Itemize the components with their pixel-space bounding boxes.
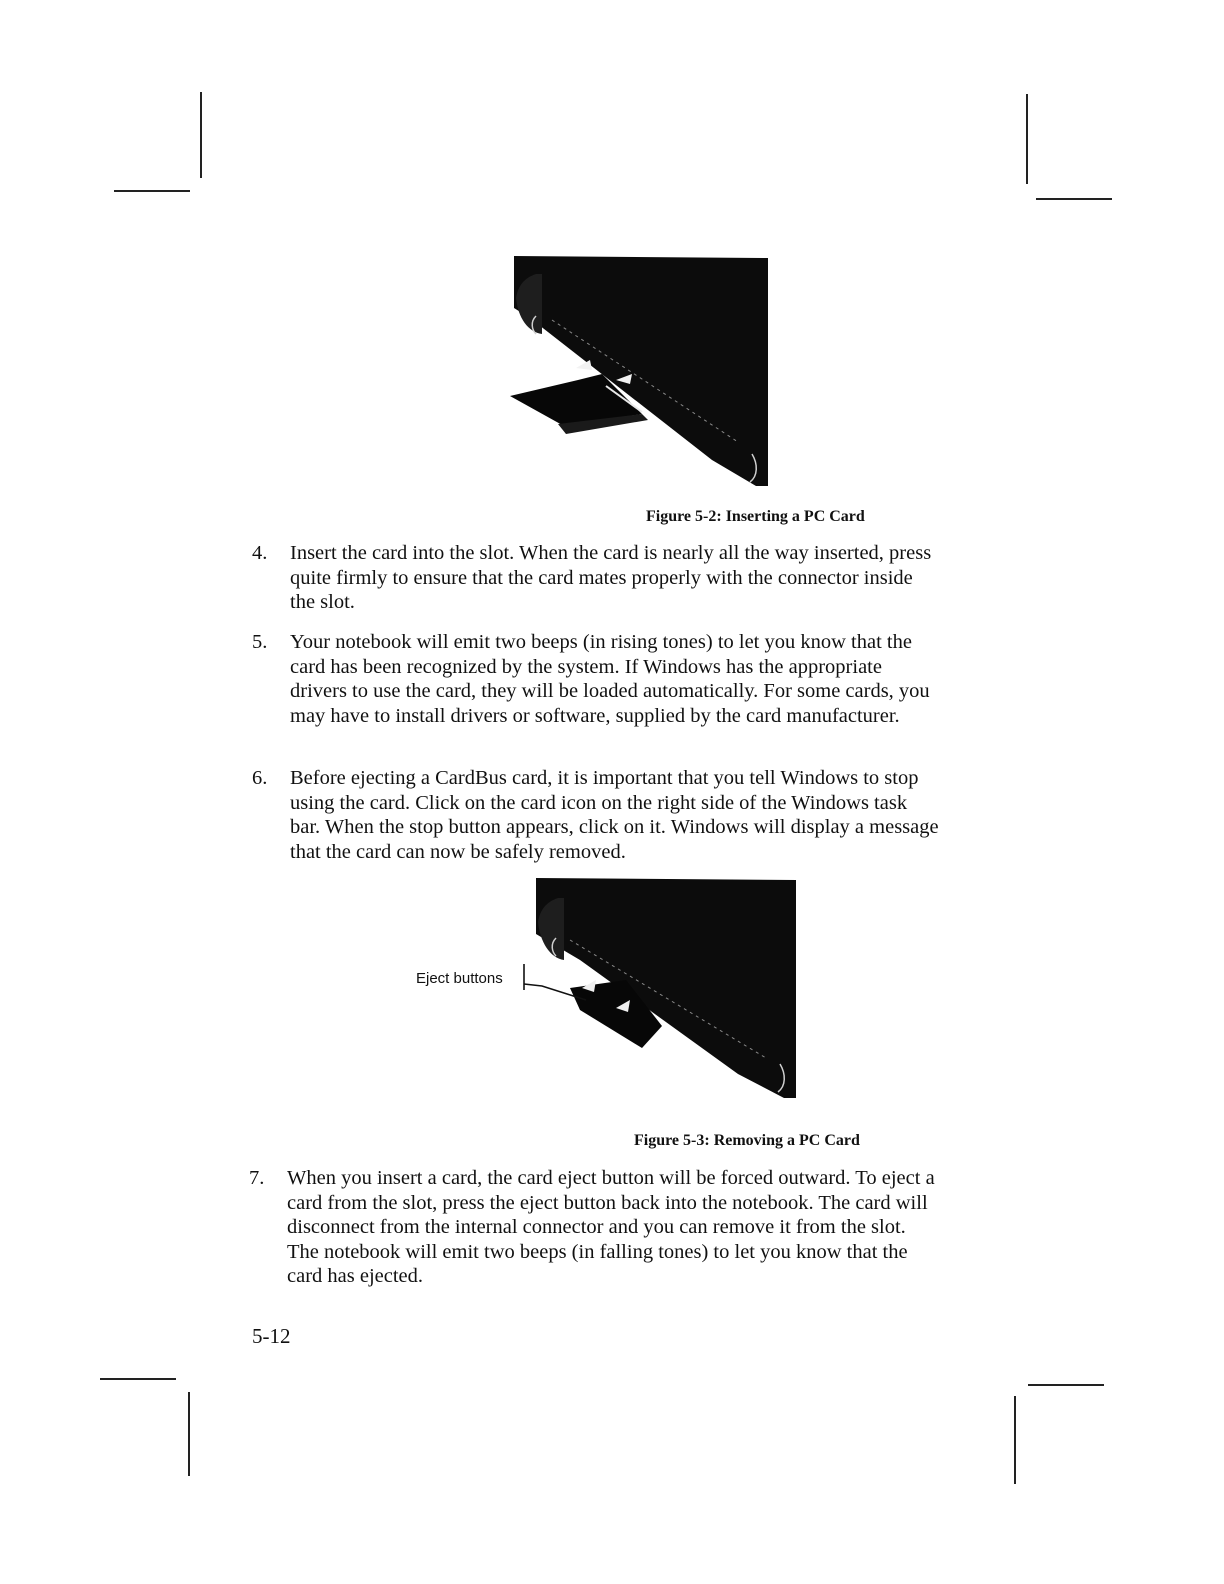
crop-mark-bottom-left-horizontal [100,1378,176,1380]
callout-leader-line [520,960,600,1010]
step-text: When you insert a card, the card eject button will be forced outward. To eject a card from the slot, press the eject button back into the notebook. The card will disconnect from the internal connector and you can remove it from the slot. The notebook will emit two beeps (in falling tones) to let you know that the card has ejected. [287,1167,935,1287]
figure-caption: Figure 5-2: Inserting a PC Card [646,508,865,525]
crop-mark-top-left-vertical [200,92,202,178]
list-item [249,1166,939,1289]
list-item [252,541,942,615]
crop-mark-bottom-right-horizontal [1028,1384,1104,1386]
step-text: Your notebook will emit two beeps (in rising tones) to let you know that the card has been recognized by the system. If Windows has the appropriate drivers to use the card, they will be loaded automatically. For some cards, you may have to install drivers or software, supplied by the card manufacturer. [290,631,930,727]
figure-caption: Figure 5-3: Removing a PC Card [634,1132,860,1149]
step-number: 6. [252,767,268,789]
step-number: 5. [252,631,268,653]
step-text: Before ejecting a CardBus card, it is important that you tell Windows to stop using the card. Click on the card icon on the right side of the Windows task bar. When the stop button appears, click on it. Windows will display a message that the card can now be safely removed. [290,767,939,863]
crop-mark-top-right-vertical [1026,94,1028,184]
crop-mark-top-right-horizontal [1036,198,1112,200]
crop-mark-bottom-left-vertical [188,1392,190,1476]
list-item [252,766,942,864]
step-number: 4. [252,542,268,564]
step-text: Insert the card into the slot. When the card is nearly all the way inserted, press quite firmly to ensure that the card mates properly with the connector inside the slot. [290,542,932,613]
step-number: 7. [249,1167,265,1189]
crop-mark-top-left-horizontal [114,190,190,192]
crop-mark-bottom-right-vertical [1014,1396,1016,1484]
page-number: 5-12 [252,1324,291,1348]
eject-buttons-label: Eject buttons [416,970,503,987]
figure-inserting-pc-card [506,254,774,488]
list-item [252,630,942,728]
